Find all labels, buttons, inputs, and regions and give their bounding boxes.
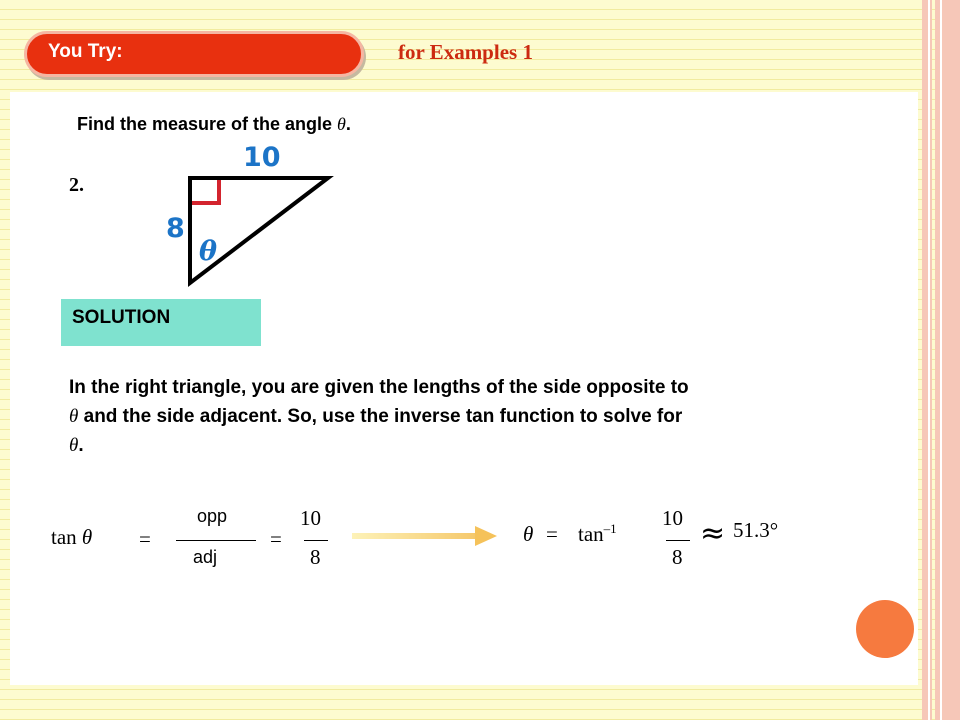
eq-theta: θ [81,525,93,549]
triangle-left-side-label: 8 [166,213,185,244]
eq2-exponent: –1 [603,521,617,536]
eq-adj: adj [193,547,218,567]
eq2-numerator: 10 [662,506,683,530]
arrow-head [475,526,497,546]
examples-label: for Examples 1 [398,40,533,64]
solution-line3: . [78,435,84,456]
prompt-theta: θ [337,114,346,134]
eq-denominator: 8 [310,545,321,569]
eq-equals-1: = [139,527,151,551]
eq2-denominator: 8 [672,545,683,569]
eq-opp: opp [197,506,228,526]
triangle-top-side-label: 10 [243,142,281,173]
you-try-label: You Try: [48,41,123,62]
solution-line2: and the side adjacent. So, use the inverse tan function to solve for [78,406,683,427]
problem-number: 2. [69,174,84,196]
arrow-shaft [352,533,477,539]
eq-equals-2: = [270,527,282,551]
solution-theta: θ [69,435,79,456]
eq2-fraction-line [666,540,690,541]
prompt-end: . [345,114,351,134]
eq2-tan: tan [578,522,604,546]
prompt-text: Find the measure of the angle [77,114,338,134]
eq-numerator: 10 [300,506,321,530]
solution-heading: SOLUTION [72,307,171,328]
eq2-theta: θ [523,522,534,546]
eq2-result: 51.3° [733,518,779,542]
decorative-orange-dot [856,600,914,658]
eq-tan: tan [51,525,77,549]
solution-theta: θ [69,406,79,427]
triangle-angle-label: θ [199,236,218,267]
eq2-approx-symbol: ≈ [700,516,726,551]
eq2-equals: = [546,522,558,546]
eq2-tan-inverse [578,522,617,547]
solution-line1: In the right triangle, you are given the lengths of the side opposite to [69,377,689,398]
